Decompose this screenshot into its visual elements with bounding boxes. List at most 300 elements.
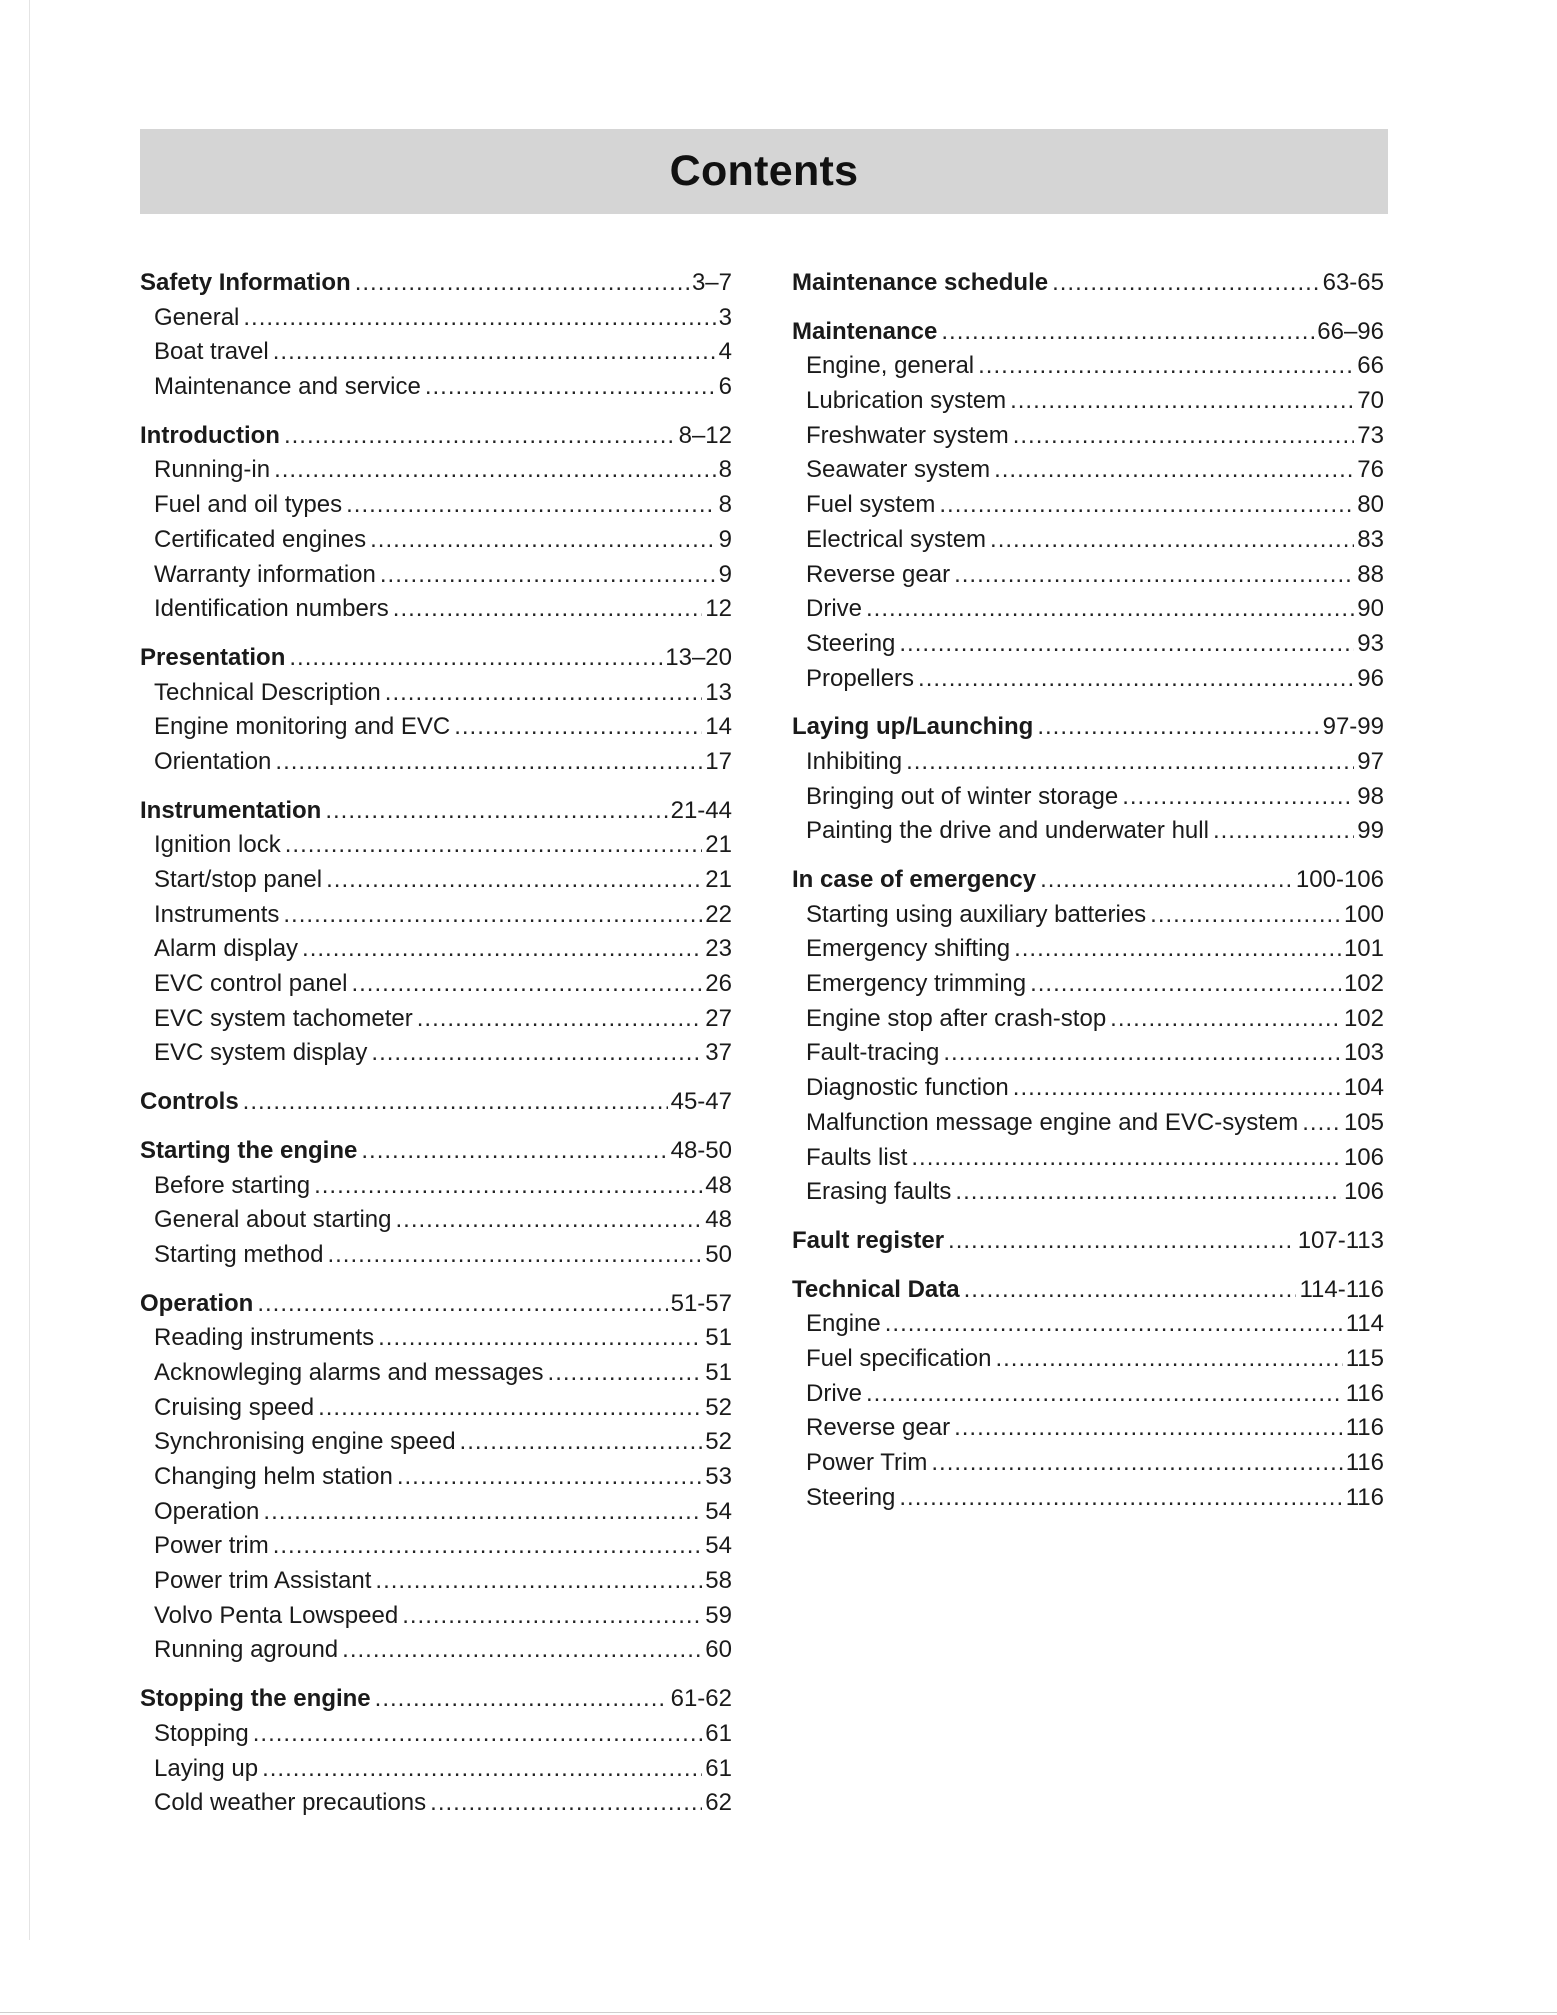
entry-page-number: 21 bbox=[705, 831, 732, 859]
toc-entry-row[interactable] bbox=[792, 745, 1384, 780]
dot-leader bbox=[995, 1342, 1342, 1377]
entry-label: Volvo Penta Lowspeed bbox=[154, 1601, 399, 1629]
entry-page-number: 98 bbox=[1357, 782, 1384, 810]
dot-leader bbox=[885, 1307, 1343, 1342]
dot-leader bbox=[263, 1495, 702, 1530]
toc-entry-row[interactable] bbox=[792, 592, 1384, 627]
section-title: Technical Data bbox=[792, 1275, 960, 1303]
entry-label: Painting the drive and underwater hull bbox=[806, 817, 1209, 845]
section-page-range: 51-57 bbox=[670, 1289, 732, 1317]
toc-entry-row[interactable] bbox=[792, 384, 1384, 419]
toc-entry-row[interactable] bbox=[140, 1495, 732, 1530]
entry-page-number: 59 bbox=[705, 1601, 732, 1629]
entry-label: Malfunction message engine and EVC-system bbox=[806, 1108, 1299, 1136]
entry-page-number: 23 bbox=[705, 935, 732, 963]
section-title: Maintenance bbox=[792, 317, 938, 345]
dot-leader bbox=[943, 1036, 1341, 1071]
section-heading-row[interactable] bbox=[140, 1287, 732, 1322]
entry-page-number: 100 bbox=[1343, 900, 1384, 928]
toc-entry-row[interactable] bbox=[792, 349, 1384, 384]
entry-label: Drive bbox=[806, 1379, 863, 1407]
dot-leader bbox=[314, 1169, 702, 1204]
entry-label: Propellers bbox=[806, 664, 915, 692]
entry-page-number: 22 bbox=[705, 900, 732, 928]
section-title: Operation bbox=[140, 1289, 254, 1317]
toc-section-introduction bbox=[140, 419, 732, 627]
entry-page-number: 60 bbox=[705, 1636, 732, 1664]
entry-page-number: 102 bbox=[1343, 1004, 1384, 1032]
entry-label: Alarm display bbox=[154, 935, 299, 963]
entry-label: EVC system display bbox=[154, 1039, 368, 1067]
entry-label: Orientation bbox=[154, 747, 272, 775]
entry-label: Emergency trimming bbox=[806, 970, 1027, 998]
entry-page-number: 116 bbox=[1345, 1414, 1384, 1442]
entry-page-number: 116 bbox=[1345, 1483, 1384, 1511]
dot-leader bbox=[1122, 780, 1354, 815]
toc-entry-row[interactable] bbox=[140, 1002, 732, 1037]
dot-leader bbox=[948, 1224, 1295, 1259]
entry-label: General bbox=[154, 303, 240, 331]
toc-entry-row[interactable] bbox=[140, 1460, 732, 1495]
dot-leader bbox=[1213, 814, 1354, 849]
dot-leader bbox=[375, 1682, 668, 1717]
entry-page-number: 90 bbox=[1357, 595, 1384, 623]
section-page-range: 21-44 bbox=[670, 796, 732, 824]
entry-page-number: 76 bbox=[1357, 456, 1384, 484]
dot-leader bbox=[326, 863, 702, 898]
entry-page-number: 62 bbox=[705, 1789, 732, 1817]
toc-entry-row[interactable] bbox=[140, 1529, 732, 1564]
page-edge-left bbox=[29, 0, 30, 1940]
toc-entry-row[interactable] bbox=[792, 1446, 1384, 1481]
entry-page-number: 97 bbox=[1357, 747, 1384, 775]
toc-section-maintenance-schedule bbox=[792, 266, 1384, 301]
dot-leader bbox=[1052, 266, 1320, 301]
entry-label: Electrical system bbox=[806, 525, 987, 553]
toc-entry-row[interactable] bbox=[792, 488, 1384, 523]
entry-label: Fuel specification bbox=[806, 1344, 992, 1372]
section-heading-row[interactable] bbox=[140, 1682, 732, 1717]
entry-page-number: 114 bbox=[1345, 1310, 1384, 1338]
dot-leader bbox=[253, 1717, 703, 1752]
dot-leader bbox=[370, 523, 716, 558]
entry-label: Reverse gear bbox=[806, 560, 951, 588]
toc-entry-row[interactable] bbox=[792, 627, 1384, 662]
dot-leader bbox=[257, 1287, 667, 1322]
entry-label: Fuel and oil types bbox=[154, 491, 343, 519]
dot-leader bbox=[978, 349, 1354, 384]
section-heading-row[interactable] bbox=[792, 266, 1384, 301]
section-heading-row[interactable] bbox=[140, 641, 732, 676]
title-bar bbox=[140, 129, 1388, 214]
dot-leader bbox=[273, 1529, 703, 1564]
entry-label: Erasing faults bbox=[806, 1178, 952, 1206]
entry-page-number: 48 bbox=[705, 1171, 732, 1199]
dot-leader bbox=[1010, 384, 1354, 419]
dot-leader bbox=[393, 592, 703, 627]
toc-section-safety-information bbox=[140, 266, 732, 405]
entry-label: Engine monitoring and EVC bbox=[154, 713, 451, 741]
toc-entry-row[interactable] bbox=[792, 1036, 1384, 1071]
entry-label: Freshwater system bbox=[806, 421, 1009, 449]
entry-label: Diagnostic function bbox=[806, 1074, 1009, 1102]
entry-label: Steering bbox=[806, 1483, 896, 1511]
toc-entry-row[interactable] bbox=[140, 745, 732, 780]
entry-page-number: 37 bbox=[705, 1039, 732, 1067]
section-title: Introduction bbox=[140, 421, 280, 449]
toc-entry-row[interactable] bbox=[140, 488, 732, 523]
toc-entry-row[interactable] bbox=[140, 558, 732, 593]
entry-label: Power trim Assistant bbox=[154, 1567, 372, 1595]
entry-page-number: 88 bbox=[1357, 560, 1384, 588]
section-heading-row[interactable] bbox=[792, 1273, 1384, 1308]
toc-entry-row[interactable] bbox=[792, 1071, 1384, 1106]
entry-page-number: 48 bbox=[705, 1206, 732, 1234]
section-page-range: 13–20 bbox=[665, 643, 732, 671]
entry-page-number: 66 bbox=[1357, 352, 1384, 380]
entry-label: Synchronising engine speed bbox=[154, 1428, 456, 1456]
section-heading-row[interactable] bbox=[792, 863, 1384, 898]
section-heading-row[interactable] bbox=[792, 315, 1384, 350]
section-page-range: 97-99 bbox=[1322, 713, 1384, 741]
entry-label: Certificated engines bbox=[154, 525, 367, 553]
dot-leader bbox=[866, 1377, 1343, 1412]
dot-leader bbox=[375, 1564, 702, 1599]
entry-label: Stopping bbox=[154, 1719, 249, 1747]
entry-label: Bringing out of winter storage bbox=[806, 782, 1119, 810]
toc-entry-row[interactable] bbox=[140, 301, 732, 336]
dot-leader bbox=[1037, 710, 1319, 745]
section-page-range: 100-106 bbox=[1295, 866, 1384, 893]
entry-label: Seawater system bbox=[806, 456, 991, 484]
entry-page-number: 96 bbox=[1357, 664, 1384, 692]
entry-label: Ignition lock bbox=[154, 831, 281, 859]
entry-page-number: 99 bbox=[1357, 817, 1384, 845]
dot-leader bbox=[430, 1786, 702, 1821]
toc-entry-row[interactable] bbox=[140, 932, 732, 967]
toc-section-laying-up-launching bbox=[792, 710, 1384, 849]
section-page-range: 63-65 bbox=[1322, 269, 1384, 296]
entry-page-number: 51 bbox=[705, 1358, 732, 1386]
entry-label: Emergency shifting bbox=[806, 935, 1011, 963]
toc-section-controls bbox=[140, 1085, 732, 1120]
entry-page-number: 73 bbox=[1357, 421, 1384, 449]
entry-label: Engine bbox=[806, 1310, 881, 1338]
entry-label: Reading instruments bbox=[154, 1324, 375, 1352]
section-title: Stopping the engine bbox=[140, 1685, 371, 1713]
entry-label: Faults list bbox=[806, 1143, 908, 1171]
entry-label: Reverse gear bbox=[806, 1414, 951, 1442]
entry-page-number: 54 bbox=[705, 1497, 732, 1525]
dot-leader bbox=[302, 932, 702, 967]
toc-entry-row[interactable] bbox=[140, 1786, 732, 1821]
toc-entry-row[interactable] bbox=[140, 1238, 732, 1273]
toc-entry-row[interactable] bbox=[792, 967, 1384, 1002]
entry-label: Fuel system bbox=[806, 491, 936, 519]
toc-entry-row[interactable] bbox=[792, 662, 1384, 697]
section-heading-row[interactable] bbox=[140, 419, 732, 454]
dot-leader bbox=[911, 1141, 1341, 1176]
section-title: Instrumentation bbox=[140, 796, 322, 824]
entry-label: Running aground bbox=[154, 1636, 339, 1664]
toc-section-technical-data bbox=[792, 1273, 1384, 1516]
dot-leader bbox=[990, 523, 1354, 558]
entry-page-number: 83 bbox=[1357, 525, 1384, 553]
entry-label: Drive bbox=[806, 595, 863, 623]
toc-entry-row[interactable] bbox=[140, 335, 732, 370]
toc-entry-row[interactable] bbox=[792, 1481, 1384, 1516]
dot-leader bbox=[355, 266, 689, 301]
section-title: Starting the engine bbox=[140, 1136, 358, 1164]
entry-page-number: 8 bbox=[718, 456, 732, 484]
dot-leader bbox=[417, 1002, 703, 1037]
section-page-range: 107-113 bbox=[1297, 1226, 1384, 1254]
dot-leader bbox=[243, 301, 715, 336]
dot-leader bbox=[955, 1175, 1341, 1210]
entry-page-number: 9 bbox=[718, 525, 732, 553]
entry-label: Power Trim bbox=[806, 1449, 928, 1476]
entry-label: Start/stop panel bbox=[154, 866, 323, 893]
entry-label: Engine, general bbox=[806, 352, 975, 380]
toc-entry-row[interactable] bbox=[140, 967, 732, 1002]
entry-page-number: 61 bbox=[705, 1754, 732, 1782]
entry-page-number: 6 bbox=[718, 373, 732, 401]
entry-label: Fault-tracing bbox=[806, 1039, 940, 1067]
toc-entry-row[interactable] bbox=[140, 370, 732, 405]
toc-entry-row[interactable] bbox=[140, 898, 732, 933]
entry-label: Inhibiting bbox=[806, 747, 903, 775]
entry-page-number: 12 bbox=[705, 595, 732, 623]
entry-label: Engine stop after crash-stop bbox=[806, 1004, 1107, 1032]
toc-entry-row[interactable] bbox=[792, 1377, 1384, 1412]
dot-leader bbox=[395, 1203, 702, 1238]
dot-leader bbox=[283, 898, 702, 933]
toc-entry-row[interactable] bbox=[140, 1599, 732, 1634]
entry-page-number: 103 bbox=[1343, 1039, 1384, 1067]
entry-page-number: 101 bbox=[1343, 935, 1384, 963]
entry-label: Running-in bbox=[154, 456, 271, 484]
section-title: Safety Information bbox=[140, 269, 351, 296]
toc-entry-row[interactable] bbox=[140, 1564, 732, 1599]
entry-page-number: 27 bbox=[705, 1004, 732, 1032]
section-page-range: 114-116 bbox=[1299, 1275, 1384, 1303]
section-title: Fault register bbox=[792, 1226, 945, 1254]
toc-entry-row[interactable] bbox=[792, 1342, 1384, 1377]
dot-leader bbox=[964, 1273, 1297, 1308]
dot-leader bbox=[351, 967, 702, 1002]
section-page-range: 48-50 bbox=[670, 1136, 732, 1164]
entry-page-number: 105 bbox=[1343, 1108, 1384, 1136]
entry-page-number: 104 bbox=[1343, 1074, 1384, 1102]
dot-leader bbox=[941, 315, 1314, 350]
dot-leader bbox=[397, 1460, 702, 1495]
entry-page-number: 9 bbox=[718, 560, 732, 588]
entry-page-number: 53 bbox=[705, 1463, 732, 1490]
toc-entry-row[interactable] bbox=[792, 453, 1384, 488]
entry-label: Laying up bbox=[154, 1754, 259, 1782]
toc-entry-row[interactable] bbox=[140, 592, 732, 627]
toc-entry-row[interactable] bbox=[792, 1175, 1384, 1210]
dot-leader bbox=[402, 1599, 702, 1634]
section-heading-row[interactable] bbox=[792, 710, 1384, 745]
dot-leader bbox=[460, 1425, 703, 1460]
toc-entry-row[interactable] bbox=[792, 1002, 1384, 1037]
entry-page-number: 52 bbox=[705, 1393, 732, 1421]
dot-leader bbox=[361, 1134, 667, 1169]
section-page-range: 8–12 bbox=[678, 421, 732, 449]
entry-page-number: 80 bbox=[1357, 491, 1384, 519]
entry-label: Maintenance and service bbox=[154, 373, 421, 401]
dot-leader bbox=[1110, 1002, 1341, 1037]
entry-label: Cold weather precautions bbox=[154, 1789, 427, 1817]
toc-entry-row[interactable] bbox=[140, 1752, 732, 1787]
dot-leader bbox=[285, 828, 703, 863]
entry-page-number: 14 bbox=[705, 713, 732, 741]
toc-entry-row[interactable] bbox=[792, 1307, 1384, 1342]
section-heading-row[interactable] bbox=[140, 794, 732, 829]
dot-leader bbox=[899, 1481, 1342, 1516]
section-title: Maintenance schedule bbox=[792, 269, 1049, 296]
toc-section-starting-the-engine bbox=[140, 1134, 732, 1273]
dot-leader bbox=[1030, 967, 1341, 1002]
toc-section-fault-register bbox=[792, 1224, 1384, 1259]
toc-entry-row[interactable] bbox=[140, 1717, 732, 1752]
entry-label: Warranty information bbox=[154, 560, 376, 588]
toc-entry-row[interactable] bbox=[792, 780, 1384, 815]
dot-leader bbox=[918, 662, 1354, 697]
dot-leader bbox=[906, 745, 1354, 780]
toc-entry-row[interactable] bbox=[140, 1391, 732, 1426]
toc-entry-row[interactable] bbox=[792, 1141, 1384, 1176]
toc-entry-row[interactable] bbox=[140, 863, 732, 898]
dot-leader bbox=[1150, 898, 1341, 933]
entry-label: General about starting bbox=[154, 1206, 392, 1234]
section-title: Presentation bbox=[140, 643, 286, 671]
toc-section-in-case-of-emergency bbox=[792, 863, 1384, 1210]
entry-label: Lubrication system bbox=[806, 387, 1007, 415]
entry-page-number: 21 bbox=[705, 866, 732, 893]
toc-entry-row[interactable] bbox=[792, 419, 1384, 454]
toc-entry-row[interactable] bbox=[792, 558, 1384, 593]
dot-leader bbox=[274, 453, 716, 488]
toc-entry-row[interactable] bbox=[792, 1106, 1384, 1141]
entry-label: Acknowleging alarms and messages bbox=[154, 1358, 544, 1386]
section-page-range: 61-62 bbox=[670, 1685, 732, 1713]
dot-leader bbox=[243, 1085, 668, 1120]
entry-label: Steering bbox=[806, 629, 896, 657]
dot-leader bbox=[931, 1446, 1342, 1481]
toc-entry-row[interactable] bbox=[792, 814, 1384, 849]
dot-leader bbox=[1040, 863, 1293, 898]
entry-label: Power trim bbox=[154, 1532, 269, 1560]
dot-leader bbox=[284, 419, 676, 454]
toc-right-column bbox=[792, 266, 1384, 1529]
dot-leader bbox=[425, 370, 716, 405]
dot-leader bbox=[289, 641, 662, 676]
entry-label: Starting using auxiliary batteries bbox=[806, 900, 1147, 928]
dot-leader bbox=[939, 488, 1354, 523]
toc-entry-row[interactable] bbox=[792, 523, 1384, 558]
entry-page-number: 51 bbox=[705, 1324, 732, 1352]
dot-leader bbox=[899, 627, 1354, 662]
dot-leader bbox=[342, 1633, 702, 1668]
dot-leader bbox=[275, 745, 702, 780]
entry-page-number: 70 bbox=[1357, 387, 1384, 415]
entry-page-number: 93 bbox=[1357, 629, 1384, 657]
dot-leader bbox=[346, 488, 716, 523]
toc-entry-row[interactable] bbox=[140, 523, 732, 558]
dot-leader bbox=[1014, 932, 1341, 967]
toc-entry-row[interactable] bbox=[792, 898, 1384, 933]
toc-entry-row[interactable] bbox=[140, 1633, 732, 1668]
dot-leader bbox=[262, 1752, 702, 1787]
entry-page-number: 3 bbox=[718, 303, 732, 331]
entry-label: Identification numbers bbox=[154, 595, 389, 623]
section-title: Controls bbox=[140, 1088, 239, 1116]
entry-label: Operation bbox=[154, 1497, 260, 1525]
entry-page-number: 8 bbox=[718, 491, 732, 519]
dot-leader bbox=[371, 1036, 702, 1071]
toc-entry-row[interactable] bbox=[140, 1356, 732, 1391]
entry-label: Starting method bbox=[154, 1240, 324, 1268]
toc-entry-row[interactable] bbox=[140, 453, 732, 488]
entry-page-number: 61 bbox=[705, 1719, 732, 1747]
dot-leader bbox=[994, 453, 1354, 488]
entry-label: EVC control panel bbox=[154, 970, 348, 998]
toc-entry-row[interactable] bbox=[140, 1321, 732, 1356]
section-heading-row[interactable] bbox=[140, 1085, 732, 1120]
toc-entry-row[interactable] bbox=[140, 710, 732, 745]
toc-entry-row[interactable] bbox=[140, 676, 732, 711]
toc-entry-row[interactable] bbox=[792, 1411, 1384, 1446]
dot-leader bbox=[385, 676, 703, 711]
section-heading-row[interactable] bbox=[140, 266, 732, 301]
dot-leader bbox=[954, 1411, 1343, 1446]
entry-page-number: 26 bbox=[705, 970, 732, 998]
page-edge-bottom bbox=[0, 2012, 1557, 2013]
entry-label: Instruments bbox=[154, 900, 280, 928]
dot-leader bbox=[454, 710, 702, 745]
dot-leader bbox=[327, 1238, 702, 1273]
dot-leader bbox=[318, 1391, 702, 1426]
entry-page-number: 4 bbox=[718, 338, 732, 366]
dot-leader bbox=[325, 794, 667, 829]
toc-entry-row[interactable] bbox=[140, 1425, 732, 1460]
toc-entry-row[interactable] bbox=[792, 932, 1384, 967]
entry-page-number: 58 bbox=[705, 1567, 732, 1595]
entry-page-number: 106 bbox=[1343, 1178, 1384, 1206]
section-title: In case of emergency bbox=[792, 866, 1037, 893]
dot-leader bbox=[380, 558, 716, 593]
entry-page-number: 102 bbox=[1343, 970, 1384, 998]
toc-entry-row[interactable] bbox=[140, 1203, 732, 1238]
toc-entry-row[interactable] bbox=[140, 828, 732, 863]
entry-label: Before starting bbox=[154, 1171, 311, 1199]
entry-label: Boat travel bbox=[154, 338, 269, 366]
entry-page-number: 50 bbox=[705, 1240, 732, 1268]
entry-label: Cruising speed bbox=[154, 1393, 315, 1421]
toc-entry-row[interactable] bbox=[140, 1036, 732, 1071]
section-heading-row[interactable] bbox=[792, 1224, 1384, 1259]
section-heading-row[interactable] bbox=[140, 1134, 732, 1169]
toc-section-operation bbox=[140, 1287, 732, 1669]
section-title: Laying up/Launching bbox=[792, 713, 1034, 741]
entry-page-number: 52 bbox=[705, 1428, 732, 1456]
toc-entry-row[interactable] bbox=[140, 1169, 732, 1204]
dot-leader bbox=[1013, 1071, 1341, 1106]
dot-leader bbox=[378, 1321, 702, 1356]
entry-label: Changing helm station bbox=[154, 1463, 393, 1490]
